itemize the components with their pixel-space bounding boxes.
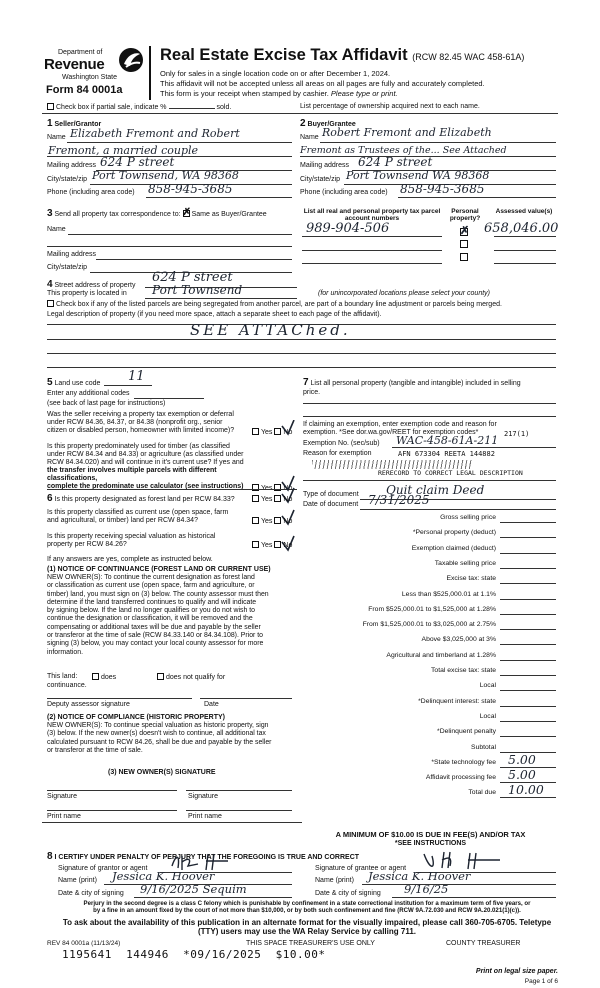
no-check-marks: [280, 420, 300, 560]
certify: 8 I CERTIFY UNDER PENALTY OF PERJURY THAT THE FOREGOING IS TRUE AND CORRECT: [47, 851, 360, 862]
type-doc-value[interactable]: Quit claim Deed: [386, 483, 485, 497]
seller-heading: 1 Seller/Grantor: [47, 118, 102, 129]
calc-label: Total due: [468, 789, 496, 797]
afn-stamp: AFN 673304 REETA 144882: [398, 450, 495, 458]
buyer-name-2[interactable]: Fremont as Trustees of the... See Attached: [300, 145, 507, 156]
section5-heading: 5 Land use code: [47, 377, 101, 388]
buyer-mailing[interactable]: 624 P street: [358, 155, 433, 169]
parcel-col-heading: List all real and personal property tax parcel account numbers: [303, 208, 441, 223]
calc-value[interactable]: 10.00: [508, 782, 544, 798]
s3-mailing-label: Mailing address: [47, 251, 97, 258]
located-value[interactable]: Port Townsend: [152, 283, 243, 297]
parcel-number[interactable]: 989-904-506: [306, 221, 390, 236]
grantor-name[interactable]: Jessica K. Hoover: [112, 869, 215, 883]
calc-label: Excise tax: state: [446, 575, 496, 583]
scribble: [312, 460, 472, 469]
notice3-heading: (3) NEW OWNER(S) SIGNATURE: [108, 769, 216, 776]
header-divider: [149, 46, 151, 100]
calc-line: [500, 644, 556, 645]
grantee-sig-label: Signature of grantee or agent: [315, 865, 407, 872]
s3-name-label: Name: [47, 226, 66, 233]
assessed-value[interactable]: 658,046.00: [484, 221, 559, 236]
this-land: This land:: [47, 673, 78, 680]
exemption-instructions: If claiming an exemption, enter exemption code and reason for exemption. *See dor.wa.gov/REET for exemption codes*: [303, 421, 497, 437]
calc-line: [500, 553, 556, 554]
legal-desc-label: Legal description of property (if you need more space, attach a separate sheet to each page of the affidavit).: [47, 311, 382, 318]
calc-line: [500, 660, 556, 661]
page-number: Page 1 of 6: [524, 978, 558, 985]
buyer-city[interactable]: Port Townsend WA 98368: [346, 169, 490, 182]
calc-label: Local: [479, 712, 496, 720]
deputy-date-label: Date: [204, 701, 219, 708]
calc-label: Subtotal: [471, 743, 496, 751]
buyer-mailing-label: Mailing address: [300, 162, 350, 169]
deputy-sig-label: Deputy assessor signature: [47, 701, 130, 708]
legal-desc-value[interactable]: SEE ATTAChed.: [190, 321, 351, 339]
owner-sig-label-1: Signature: [47, 793, 77, 800]
owner-print-label-1: Print name: [47, 813, 81, 820]
cashier-stamp: 1195641 144946 *09/16/2025 $10.00*: [62, 948, 326, 961]
grantor-date-label: Date & city of signing: [58, 890, 124, 897]
calc-label: From $525,000.01 to $1,525,000 at 1.28%: [368, 605, 496, 613]
calc-label: From $1,525,000.01 to $3,025,000 at 2.75%: [362, 621, 496, 629]
q-historic: Is this property receiving special valuation as historical property per RCW 84.26?: [47, 533, 216, 549]
land-use-code[interactable]: 11: [128, 369, 145, 384]
personal-col-heading: Personal property?: [449, 208, 481, 223]
reason-label: Reason for exemption: [303, 450, 372, 457]
calc-label: *Personal property (deduct): [412, 529, 496, 537]
calc-line: [500, 736, 556, 737]
alt-format: To ask about the availability of this publication in an alternate format for the visually impaired, please call 360-705-6705. Teletype (TTY) users may use the WA Relay Service by calling 711.: [62, 918, 552, 937]
seller-city[interactable]: Port Townsend, WA 98368: [92, 169, 239, 182]
calc-value[interactable]: 5.00: [508, 751, 536, 767]
grantee-name-label: Name (print): [315, 877, 354, 884]
section4-heading: 4 Street address of property: [47, 279, 136, 290]
seller-name-label: Name: [47, 134, 66, 141]
calc-label: Local: [479, 682, 496, 690]
buyer-name-label: Name: [300, 134, 319, 141]
continuance: continuance.: [47, 682, 87, 689]
grantor-date[interactable]: 9/16/2025 Sequim: [140, 882, 247, 896]
stamp-217: 217(1): [504, 430, 530, 438]
additional-codes: Enter any additional codes: [47, 390, 130, 397]
calc-line: [500, 522, 556, 523]
notice2-heading: (2) NOTICE OF COMPLIANCE (HISTORIC PROPERTY): [47, 714, 225, 721]
calc-label: Gross selling price: [440, 514, 496, 521]
calc-label: Affidavit processing fee: [425, 774, 496, 782]
notice1-body: NEW OWNER(S): To continue the current designation as forest land or classification as current use (open space, farm and agriculture, or timber) land, you must sign on (3) below. The county assessor must then determine if the land transferred continues to qualify and will indicate by signing below. If the land no longer qualifies or you do not wish to continue the designation or classification, it will be removed and the compensating or additional taxes will be due and payable by the seller or transferor at the time of sale (RCW 84.33.140 or 84.34.108). Prior to signing (3) below, you may contact your local county assessor for more information.: [47, 574, 269, 656]
calc-line: [500, 583, 556, 584]
calc-line: [500, 599, 556, 600]
seller-name-2[interactable]: Fremont, a married couple: [48, 144, 199, 157]
buyer-name-1[interactable]: Robert Fremont and Elizabeth: [322, 126, 492, 139]
see-back: (see back of last page for instructions): [47, 400, 166, 407]
calc-label: Less than $525,000.01 at 1.1%: [401, 590, 496, 598]
assessed-col-heading: Assessed value(s): [495, 208, 553, 215]
calc-line: [500, 721, 556, 722]
q-timber-yesno[interactable]: Yes No: [252, 484, 292, 493]
owner-print-label-2: Print name: [188, 813, 222, 820]
notice1-heading: (1) NOTICE OF CONTINUANCE (FOREST LAND OR CURRENT USE): [47, 566, 271, 573]
county-treasurer: COUNTY TREASURER: [446, 940, 521, 947]
segregation-check[interactable]: Check box if any of the listed parcels are being segregated from another parcel, are part of a boundary line adjustment or parcels being merged.: [47, 300, 502, 309]
revenue-wordmark: Revenue: [44, 56, 105, 73]
form-number: Form 84 0001a: [46, 84, 123, 96]
calc-label: *Delinquent interest: state: [418, 697, 496, 705]
calc-line: [500, 675, 556, 676]
legal-paper: Print on legal size paper.: [475, 968, 558, 975]
buyer-heading: 2 Buyer/Grantee: [300, 118, 356, 129]
q-timber: Is this property predominately used for timber (as classified under RCW 84.34 and 84.33) or agriculture (as classified under RCW 84.34.020) and will continue in it's current use? If yes and the transfer involves multiple parcels with different classifications, complete the predominate use calculator (see instructions): [47, 443, 244, 491]
rev-number: REV 84 0001a (11/13/24): [47, 940, 121, 947]
seller-mailing-label: Mailing address: [47, 162, 97, 169]
q-historic-yesno[interactable]: Yes No: [252, 541, 292, 550]
dor-emblem-icon: [118, 46, 144, 74]
dor-logo: [42, 46, 146, 102]
rule: [42, 113, 558, 114]
calc-label: Agricultural and timberland at 1.28%: [386, 651, 496, 659]
seller-mailing[interactable]: 624 P street: [100, 155, 175, 169]
calc-line: [500, 629, 556, 630]
grantee-date[interactable]: 9/16/25: [404, 882, 449, 896]
grantor-sig-label: Signature of grantor or agent: [58, 865, 148, 872]
s3-city-label: City/state/zip: [47, 264, 88, 271]
q-exemption-yesno[interactable]: Yes No: [252, 428, 292, 437]
calc-value[interactable]: 5.00: [508, 767, 536, 783]
buyer-phone[interactable]: 858-945-3685: [400, 182, 485, 196]
personal-prop-checks[interactable]: ✗: [460, 228, 470, 261]
exemption-no-value[interactable]: WAC-458-61A-211: [396, 434, 499, 447]
treasurer-use: THIS SPACE TREASURER'S USE ONLY: [246, 940, 375, 947]
form-title: Real Estate Excise Tax Affidavit (RCW 82.45 WAC 458-61A): [160, 46, 525, 64]
exemption-no-label: Exemption No. (sec/sub): [303, 440, 380, 447]
calc-line: [500, 706, 556, 707]
seller-phone-label: Phone (including area code): [47, 189, 135, 196]
property-address[interactable]: 624 P street: [152, 270, 233, 285]
section3-heading: 3 Send all property tax correspondence to: ✗ Same as Buyer/Grantee: [47, 207, 267, 219]
section7-heading: 7 List all personal property (tangible and intangible) included in selling price.: [303, 377, 521, 396]
notice-2: This affidavit will not be accepted unless all areas on all pages are fully and accurately completed.: [160, 79, 485, 88]
grantee-name[interactable]: Jessica K. Hoover: [368, 869, 471, 883]
calc-label: Total excise tax: state: [431, 667, 496, 674]
grantor-name-label: Name (print): [58, 877, 97, 884]
calc-line: [500, 537, 556, 538]
calc-label: Above $3,025,000 at 3%: [421, 636, 496, 644]
calc-label: *State technology fee: [431, 758, 496, 766]
calc-line: [500, 614, 556, 615]
seller-city-label: City/state/zip: [47, 176, 88, 183]
notice-1: Only for sales in a single location code on or after December 1, 2024.: [160, 69, 391, 78]
notice-3: This form is your receipt when stamped by cashier. Please type or print.: [160, 89, 398, 98]
state-line: Washington State: [62, 74, 117, 81]
calc-label: Exemption claimed (deduct): [411, 544, 496, 552]
dept-line: Department of: [58, 49, 103, 56]
q-current-use: Is this property classified as current use (open space, farm and agricultural, or timber) land per RCW 84.34?: [47, 509, 229, 525]
calc-line: [500, 568, 556, 569]
calc-label: *Delinquent penalty: [437, 728, 496, 736]
does-check[interactable]: does: [92, 673, 116, 682]
see-instructions: *SEE INSTRUCTIONS: [394, 840, 467, 847]
calc-label: Taxable selling price: [434, 559, 496, 567]
minimum-due: A MINIMUM OF $10.00 IS DUE IN FEE(S) AND/OR TAX: [335, 830, 526, 839]
perjury-warning: Perjury in the second degree is a class C felony which is punishable by confinement in a state correctional institution for a maximum term of five years, or by a fine in an amount fixed by the court of not more than $10,000, or by both such confinement and fine (RCW 9A.72.030 and RCW 9A.20.021(1)(c)).: [83, 900, 531, 914]
notice2-body: NEW OWNER(S): To continue special valuation as historic property, sign (3) below. If the new owner(s) doesn't wish to continue, all additional tax calculated pursuant to RCW 84.26, shall be due and payable by the seller or transferor at the time of sale.: [47, 722, 272, 754]
rerecord-stamp: RERECORD TO CORRECT LEGAL DESCRIPTION: [378, 469, 523, 477]
if-any-yes: If any answers are yes, complete as instructed below.: [47, 556, 213, 563]
buyer-city-label: City/state/zip: [300, 176, 341, 183]
seller-name-1[interactable]: Elizabeth Fremont and Robert: [70, 127, 240, 140]
type-doc-label: Type of document: [303, 491, 359, 498]
q-forest-yesno[interactable]: Yes No: [252, 495, 292, 504]
buyer-phone-label: Phone (including area code): [300, 189, 388, 196]
located-label: This property is located in: [47, 290, 127, 297]
unincorp-note: (for unincorporated locations please select your county): [318, 290, 490, 297]
date-doc-value[interactable]: 7/31/2025: [368, 493, 430, 507]
q-exemption: Was the seller receiving a property tax exemption or deferral under RCW 84.36, 84.37, or 84.38 (nonprofit org., senior citizen or disabled person, homeowner with limited income)?: [47, 411, 235, 435]
calc-line: [500, 690, 556, 691]
partial-sale[interactable]: Check box if partial sale, indicate % sold.: [47, 103, 231, 112]
does-not-check[interactable]: does not qualify for: [157, 673, 225, 682]
q-forest: 6 Is this property designated as forest land per RCW 84.33?: [47, 493, 235, 504]
date-doc-label: Date of document: [303, 501, 359, 508]
seller-phone[interactable]: 858-945-3685: [148, 182, 233, 196]
grantee-date-label: Date & city of signing: [315, 890, 381, 897]
owner-sig-label-2: Signature: [188, 793, 218, 800]
q-current-use-yesno[interactable]: Yes No: [252, 517, 292, 526]
ownership-note: List percentage of ownership acquired next to each name.: [300, 103, 480, 110]
